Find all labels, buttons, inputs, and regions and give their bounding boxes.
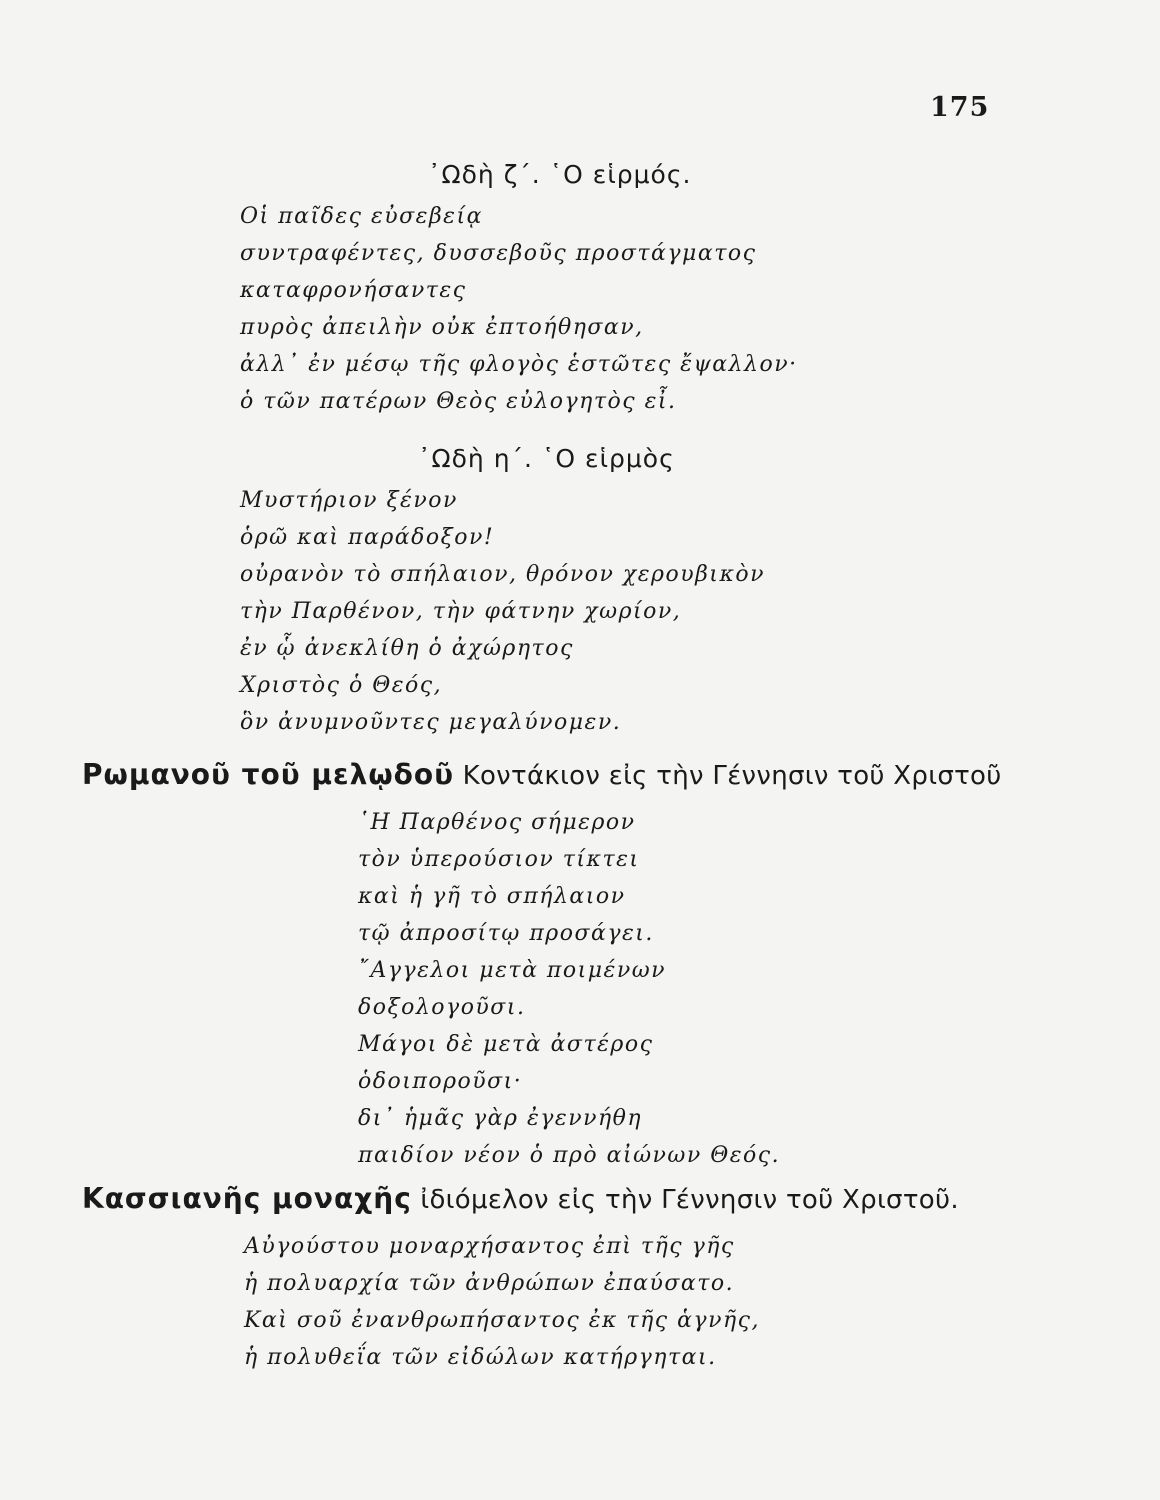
verse-line: Χριστὸς ὁ Θεός, bbox=[240, 673, 443, 698]
verse-line: Αὐγούστου μοναρχήσαντος ἐπὶ τῆς γῆς bbox=[244, 1234, 735, 1259]
page-number: 175 bbox=[930, 92, 990, 123]
ode7-heading: ᾿Ωδὴ ζ΄. ῾Ο εἱρμός. bbox=[428, 160, 692, 189]
verse-line: Καὶ σοῦ ἐνανθρωπήσαντος ἐκ τῆς ἁγνῆς, bbox=[244, 1308, 760, 1333]
kassiani-heading bbox=[82, 1182, 959, 1215]
verse-line: ὁρῶ καὶ παράδοξον! bbox=[240, 525, 495, 550]
verse-line: καταφρονήσαντες bbox=[240, 278, 467, 303]
verse-line: παιδίον νέον ὁ πρὸ αἰώνων Θεός. bbox=[358, 1143, 781, 1168]
verse-line: ὁ τῶν πατέρων Θεὸς εὐλογητὸς εἶ. bbox=[240, 389, 677, 414]
romanos-title: Κοντάκιον εἰς τὴν Γέννησιν τοῦ Χριστοῦ bbox=[454, 761, 1002, 791]
verse-line: ῾Η Παρθένος σήμερον bbox=[358, 810, 636, 835]
romanos-heading bbox=[82, 758, 1002, 791]
ode8-verse bbox=[240, 482, 765, 741]
verse-line: τῷ ἀπροσίτῳ προσάγει. bbox=[358, 921, 654, 946]
verse-line: τὸν ὑπερούσιον τίκτει bbox=[358, 847, 640, 872]
kassiani-author: Κασσιανῆς μοναχῆς bbox=[82, 1182, 412, 1215]
verse-line: ἐν ᾧ ἀνεκλίθη ὁ ἀχώρητος bbox=[240, 636, 574, 661]
verse-line: Μάγοι δὲ μετὰ ἀστέρος bbox=[358, 1032, 654, 1057]
verse-line: Οἱ παῖδες εὐσεβείᾳ bbox=[240, 204, 483, 229]
verse-line: ἡ πολυαρχία τῶν ἀνθρώπων ἐπαύσατο. bbox=[244, 1271, 735, 1296]
romanos-verse bbox=[358, 804, 780, 1174]
verse-line: ἀλλ᾿ ἐν μέσῳ τῆς φλογὸς ἑστῶτες ἔψαλλον· bbox=[240, 352, 798, 377]
verse-line: Μυστήριον ξένον bbox=[240, 488, 458, 513]
verse-line: ἡ πολυθεΐα τῶν εἰδώλων κατήργηται. bbox=[244, 1345, 717, 1370]
ode8-heading: ᾿Ωδὴ η΄. ῾Ο εἱρμὸς bbox=[418, 444, 675, 473]
romanos-author: Ρωμανοῦ τοῦ μελῳδοῦ bbox=[82, 758, 455, 791]
verse-line: ὃν ἀνυμνοῦντες μεγαλύνομεν. bbox=[240, 710, 622, 735]
verse-line: οὐρανὸν τὸ σπήλαιον, θρόνον χερουβικὸν bbox=[240, 562, 765, 587]
verse-line: καὶ ἡ γῆ τὸ σπήλαιον bbox=[358, 884, 626, 909]
kassiani-title: ἰδιόμελον εἰς τὴν Γέννησιν τοῦ Χριστοῦ. bbox=[411, 1185, 959, 1215]
kassiani-verse bbox=[244, 1228, 760, 1376]
verse-line: συντραφέντες, δυσσεβοῦς προστάγματος bbox=[240, 241, 757, 266]
verse-line: δι᾿ ἡμᾶς γὰρ ἐγεννήθη bbox=[358, 1106, 643, 1131]
verse-line: ῎Αγγελοι μετὰ ποιμένων bbox=[358, 958, 667, 983]
ode7-verse bbox=[240, 198, 798, 420]
verse-line: ὁδοιποροῦσι· bbox=[358, 1069, 523, 1094]
verse-line: δοξολογοῦσι. bbox=[358, 995, 526, 1020]
verse-line: πυρὸς ἀπειλὴν οὐκ ἐπτοήθησαν, bbox=[240, 315, 644, 340]
verse-line: τὴν Παρθένον, τὴν φάτνην χωρίον, bbox=[240, 599, 682, 624]
